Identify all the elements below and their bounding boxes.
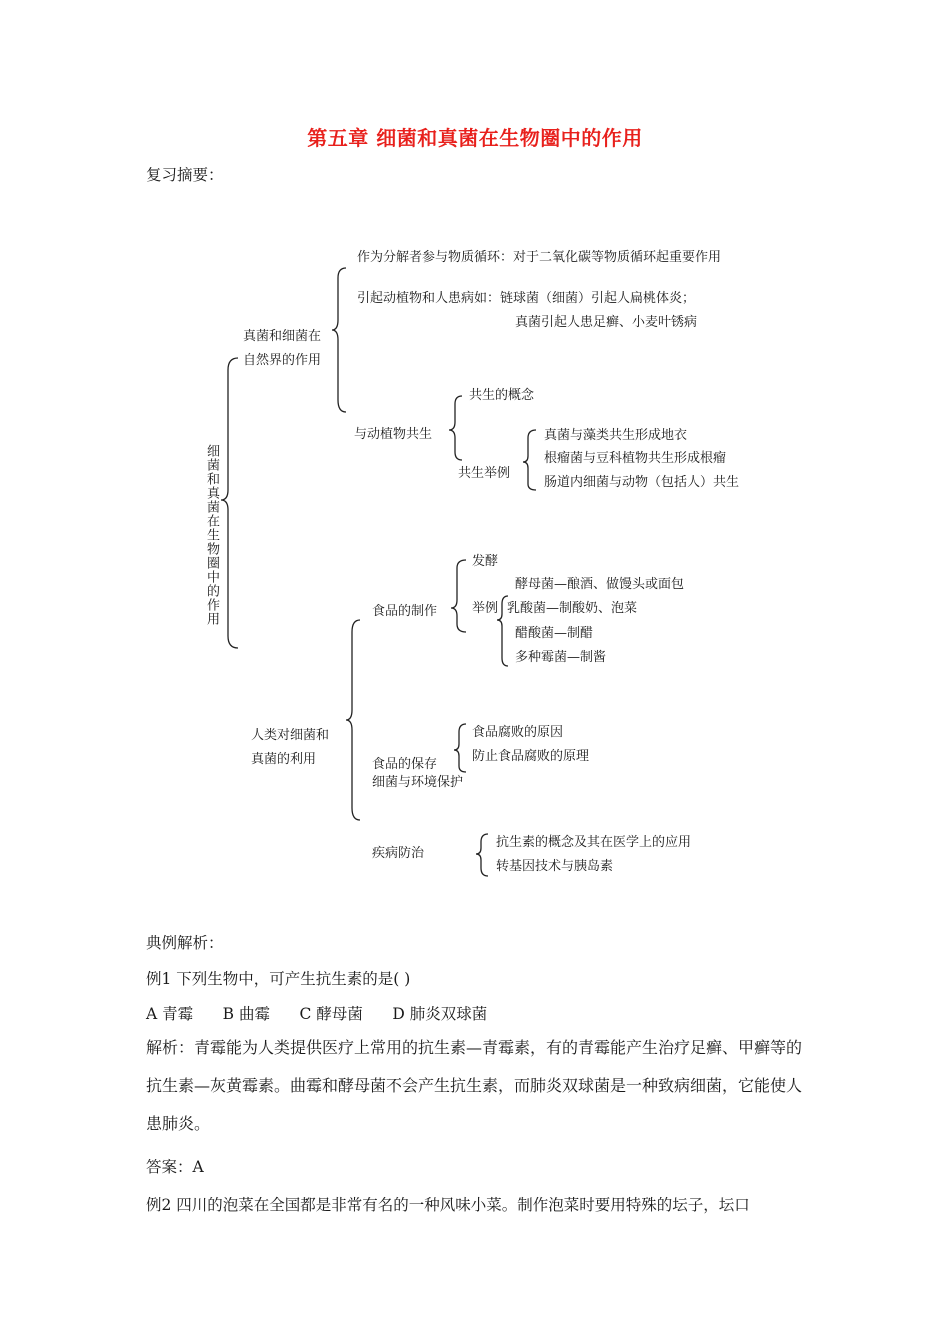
symbiosis-concept: 共生的概念 bbox=[469, 388, 535, 403]
food-example: 乳酸菌—制酸奶、泡菜 bbox=[507, 601, 638, 616]
symbiosis-examples-label: 共生举例 bbox=[458, 466, 511, 481]
branch1-brace bbox=[332, 268, 346, 412]
branch1-item1: 作为分解者参与物质循环：对于二氧化碳等物质循环起重要作用 bbox=[357, 250, 722, 265]
food-making-brace bbox=[451, 560, 466, 632]
branch1-label-line2: 自然界的作用 bbox=[243, 353, 322, 368]
root-label: 细菌和真菌在生物圈中的作用 bbox=[204, 444, 219, 626]
example1-question: 例1 下列生物中，可产生抗生素的是( ) bbox=[146, 970, 411, 988]
food-example: 醋酸菌—制醋 bbox=[515, 626, 594, 641]
symbiosis-examples-brace bbox=[523, 430, 536, 490]
symbiosis-example: 真菌与藻类共生形成地衣 bbox=[544, 428, 688, 443]
preservation-item: 防止食品腐败的原理 bbox=[472, 749, 590, 764]
food-example: 多种霉菌—制酱 bbox=[515, 650, 607, 665]
branch2-label-line2: 真菌的利用 bbox=[251, 752, 317, 767]
branch2-brace bbox=[346, 620, 360, 820]
symbiosis-example: 根瘤菌与豆科植物共生形成根瘤 bbox=[544, 451, 727, 466]
environment-label: 细菌与环境保护 bbox=[372, 775, 464, 790]
symbiosis-label: 与动植物共生 bbox=[354, 427, 433, 442]
preservation-item: 食品腐败的原因 bbox=[472, 725, 564, 740]
food-examples-label: 举例 bbox=[472, 601, 499, 616]
disease-brace bbox=[476, 834, 488, 876]
page-title: 第五章 细菌和真菌在生物圈中的作用 bbox=[307, 126, 643, 150]
root-brace bbox=[221, 358, 238, 648]
branch1-item2-line2: 真菌引起人患足癣、小麦叶锈病 bbox=[515, 315, 698, 330]
branch2-label-line1: 人类对细菌和 bbox=[251, 728, 330, 743]
example1-analysis: 解析：青霉能为人类提供医疗上常用的抗生素—青霉素，有的青霉能产生治疗足癣、甲癣等的抗生素—灰黄霉素。曲霉和酵母菌不会产生抗生素，而肺炎双球菌是一种致病细菌，它能使人患肺炎。 bbox=[146, 1038, 803, 1133]
symbiosis-brace bbox=[449, 396, 462, 460]
branch1-label-line1: 真菌和细菌在 bbox=[243, 329, 322, 344]
fermentation-label: 发酵 bbox=[472, 554, 499, 569]
example1-answer: 答案：A bbox=[146, 1158, 204, 1176]
disease-label: 疾病防治 bbox=[372, 846, 425, 861]
example2-text: 例2 四川的泡菜在全国都是非常有名的一种风味小菜。制作泡菜时要用特殊的坛子，坛口 bbox=[146, 1196, 750, 1214]
food-making-label: 食品的制作 bbox=[372, 604, 438, 619]
branch1-item2-line1: 引起动植物和人患病如：链球菌（细菌）引起人扁桃体炎； bbox=[357, 291, 696, 306]
disease-item: 转基因技术与胰岛素 bbox=[496, 859, 614, 874]
symbiosis-example: 肠道内细菌与动物（包括人）共生 bbox=[544, 475, 740, 490]
example1-options: A 青霉 B 曲霉 C 酵母菌 D 肺炎双球菌 bbox=[146, 1005, 488, 1023]
examples-heading: 典例解析： bbox=[146, 934, 224, 952]
review-heading: 复习摘要： bbox=[146, 166, 224, 184]
food-example: 酵母菌—酿酒、做馒头或面包 bbox=[515, 577, 685, 592]
food-preservation-label: 食品的保存 bbox=[372, 757, 438, 772]
preservation-brace bbox=[454, 724, 466, 772]
disease-item: 抗生素的概念及其在医学上的应用 bbox=[496, 835, 692, 850]
